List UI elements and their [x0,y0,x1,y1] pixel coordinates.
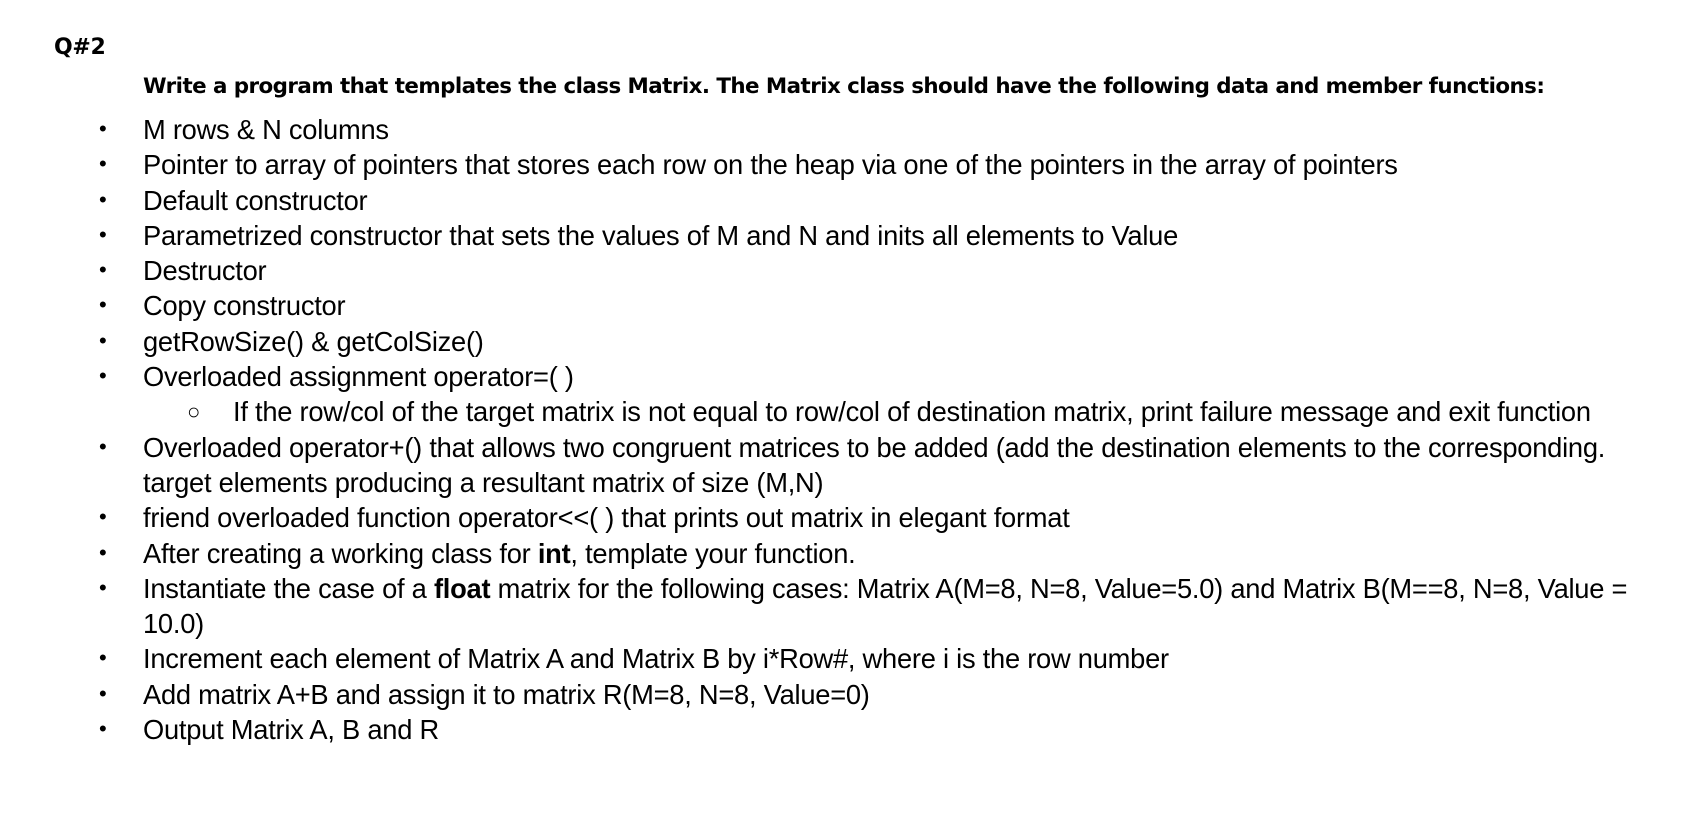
list-item [0,712,1692,747]
list-item [0,183,1692,218]
list-item [0,112,1692,147]
list-item [0,430,1692,501]
list-item [0,641,1692,676]
sub-list-item-text: If the row/col of the target matrix is not equal to row/col of destination matrix, print failure message and exit function [233,396,1591,428]
list-item-text: Pointer to array of pointers that stores each row on the heap via one of the pointers in the array of pointers [143,149,1398,181]
requirements-list [0,112,1692,747]
list-item-bold-term: float [433,572,491,604]
bullet-icon: • [99,716,107,742]
bullet-icon: • [99,504,107,530]
bullet-icon: • [99,257,107,283]
list-item [0,536,1692,571]
list-item-text-after: matrix for the following cases: Matrix A(M=8, N=8, Value=5.0) and Matrix B(M==8, N=8, Value = 10.0) [143,572,1628,640]
bullet-icon: • [99,221,107,247]
list-item [0,324,1692,359]
list-item [0,147,1692,182]
list-item-text: Parametrized constructor that sets the values of M and N and inits all elements to Value [143,219,1179,251]
list-item-text-after: , template your function. [570,537,856,569]
list-item-text: Overloaded assignment operator=( ) [143,361,574,393]
list-item-text: M rows & N columns [143,114,389,145]
question-intro: Write a program that templates the class Matrix. The Matrix class should have the following data and member functions: [143,74,1545,99]
bullet-icon: • [99,433,107,459]
list-item-text: Copy constructor [143,290,346,322]
list-item [0,253,1692,288]
list-item [0,571,1692,642]
list-item [0,218,1692,253]
list-item-text: Add matrix A+B and assign it to matrix R(M=8, N=8, Value=0) [143,678,870,710]
bullet-icon: • [99,574,107,600]
bullet-icon: • [99,363,107,389]
question-number: Q#2 [54,35,106,60]
list-item-text: Output Matrix A, B and R [143,714,439,746]
list-item-bold-term: int [537,537,571,569]
list-item [0,500,1692,535]
hollow-circle-bullet-icon: ○ [187,399,201,425]
list-item-text: Increment each element of Matrix A and Matrix B by i*Row#, where i is the row number [143,643,1169,675]
list-item-text: Overloaded operator+() that allows two congruent matrices to be added (add the destination elements to the corresponding. target elements producing a resultant matrix of size (M,N) [143,431,1606,498]
sub-list-item [0,394,1692,429]
list-item [0,677,1692,712]
bullet-icon: • [99,327,107,353]
list-item-text-before: Instantiate the case of a [143,572,434,604]
list-item-text: friend overloaded function operator<<( ) that prints out matrix in elegant format [143,502,1070,534]
list-item [0,359,1692,394]
list-item-text: getRowSize() & getColSize() [143,325,484,357]
bullet-icon: • [99,680,107,706]
bullet-icon: • [99,116,107,141]
bullet-icon: • [99,186,107,212]
list-item-text: Destructor [143,255,267,287]
bullet-icon: • [99,539,107,565]
list-item-text-before: After creating a working class for [143,537,538,569]
list-item [0,288,1692,323]
bullet-icon: • [99,645,107,671]
bullet-icon: • [99,292,107,318]
list-item-text: Default constructor [143,184,368,216]
bullet-icon: • [99,151,107,177]
